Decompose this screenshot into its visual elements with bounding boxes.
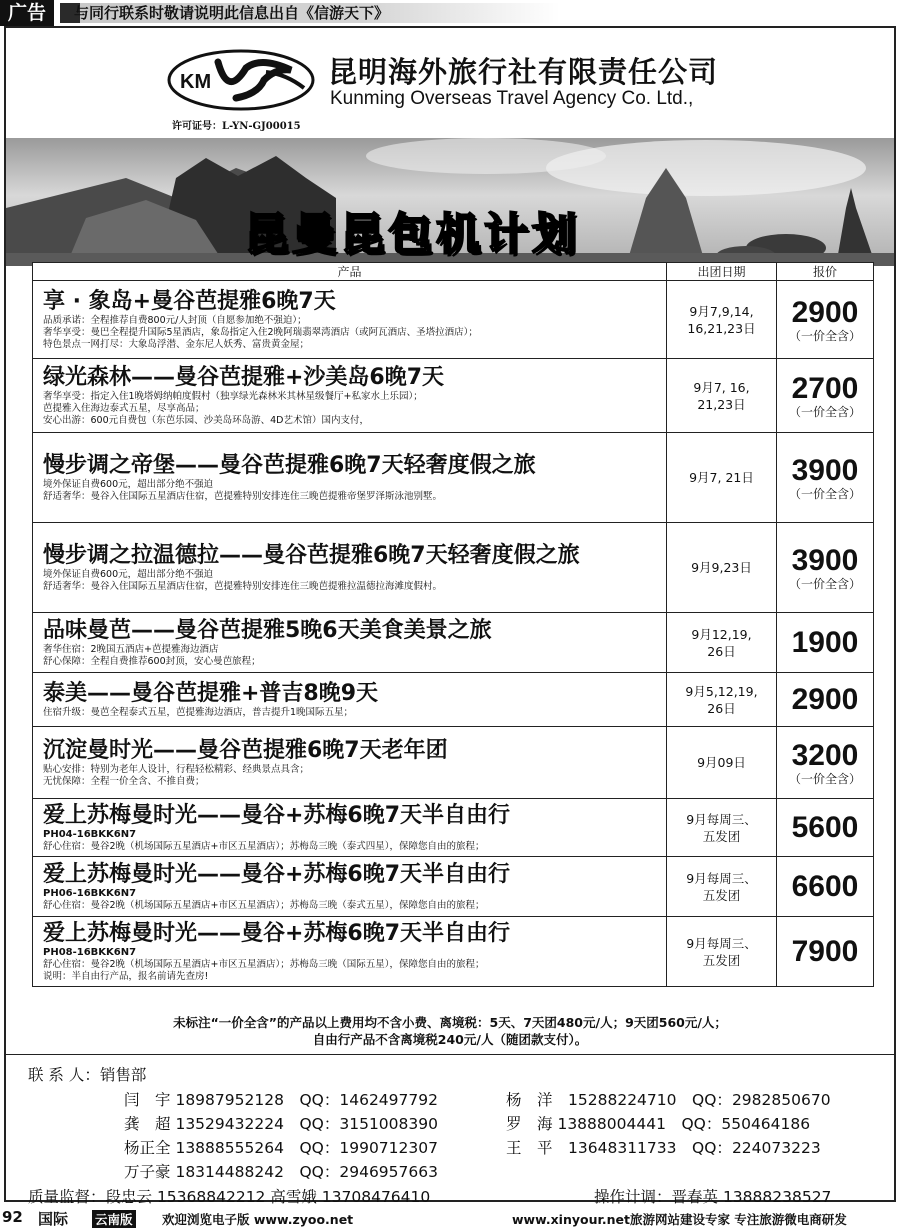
product-code: PH06-16BKK6N7	[43, 887, 137, 899]
date-cell	[667, 799, 777, 857]
product-desc: 品质承诺：全程推荐自费800元/人封顶（自愿参加绝不强迫）；	[43, 314, 307, 326]
quality-supervision: 质量监督：段忠云 15368842212 高雪娥 13708476410	[28, 1188, 431, 1206]
product-code: PH08-16BKK6N7	[43, 946, 137, 958]
license-number: 许可证号：L-YN-GJ00015	[172, 121, 301, 132]
col-price: 报价	[777, 263, 874, 281]
price-cell	[777, 359, 874, 433]
price-note: （一价全含）	[788, 404, 861, 419]
table-row	[33, 917, 874, 987]
product-cell	[33, 523, 667, 613]
company-header	[6, 28, 894, 136]
price-cell	[777, 727, 874, 799]
product-title: 慢步调之拉温德拉——曼谷芭提雅6晚7天轻奢度假之旅	[43, 542, 580, 568]
operations-contact: 操作计调：晋春英 13888238527	[594, 1188, 832, 1206]
product-desc: 奢华享受：指定入住1晚塔姆纳帕度假村（独享绿光森林米其林星级餐厅+私家水上乐园）；	[43, 390, 423, 402]
date-cell	[667, 281, 777, 359]
product-title: 泰美——曼谷芭提雅+普吉8晚9天	[43, 680, 379, 706]
date-cell	[667, 523, 777, 613]
date-line: 9月每周三、	[686, 811, 757, 827]
price-value: 3900	[791, 453, 859, 487]
ad-label: 广告	[0, 0, 54, 26]
contact-section	[6, 1054, 894, 1204]
table-row	[33, 281, 874, 359]
product-cell	[33, 727, 667, 799]
price-cell	[777, 281, 874, 359]
banner-title: 昆曼昆包机计划	[244, 209, 580, 260]
col-product: 产品	[33, 263, 667, 281]
date-line: 9月7,9,14,	[689, 303, 754, 319]
product-desc: 安心出游：600元自费包（东芭乐园、沙美岛环岛游、4D艺术馆）国内支付，	[43, 414, 369, 426]
product-desc: 芭提雅入住海边泰式五星，尽享高品；	[43, 402, 205, 414]
price-value: 2700	[791, 371, 859, 405]
product-desc: 说明：半自由行产品，报名前请先查房!	[43, 970, 209, 982]
product-cell	[33, 433, 667, 523]
price-value: 2900	[791, 682, 859, 716]
date-line: 9月5,12,19,	[685, 683, 758, 699]
product-cell	[33, 917, 667, 987]
price-value: 7900	[791, 934, 859, 968]
date-line: 9月09日	[697, 755, 746, 770]
price-cell	[777, 799, 874, 857]
product-cell	[33, 673, 667, 727]
product-title: 绿光森林——曼谷芭提雅+沙美岛6晚7天	[43, 364, 445, 390]
table-row	[33, 613, 874, 673]
price-note: （一价全含）	[788, 486, 861, 501]
price-cell	[777, 857, 874, 917]
product-title: 享 · 象岛+曼谷芭提雅6晚7天	[43, 288, 336, 314]
date-line: 26日	[707, 700, 736, 716]
contact-entry: 杨 洋 15288224710 QQ：2982850670	[506, 1091, 831, 1109]
product-cell	[33, 281, 667, 359]
product-desc: 贴心安排：特别为老年人设计，行程轻松精彩、经典景点具含；	[43, 763, 310, 775]
date-cell	[667, 857, 777, 917]
ad-frame	[4, 26, 896, 1206]
table-header-row	[33, 263, 874, 281]
price-value: 3900	[791, 543, 859, 577]
price-value: 3200	[791, 738, 859, 772]
price-value: 1900	[791, 625, 859, 659]
footnote-line: 自由行产品不含离境税240元/人（随团款支付）。	[312, 1032, 588, 1047]
date-line: 21,23日	[697, 396, 746, 412]
contact-entry: 龚 超 13529432224 QQ：3151008390	[124, 1115, 438, 1133]
contact-entry: 王 平 13648311733 QQ：224073223	[506, 1139, 821, 1157]
product-cell	[33, 359, 667, 433]
product-desc: 特色景点一网打尽：大象岛浮潜、金东尼人妖秀、富贵黄金屋；	[43, 338, 310, 350]
product-desc: 舒适奢华：曼谷入住国际五星酒店住宿，芭提雅特别安排连住三晚芭提雅帝堡罗泽斯泳池别墅。	[43, 490, 443, 502]
source-notice: 与同行联系时敬请说明此信息出自《信游天下》	[60, 3, 560, 23]
company-name-en: Kunming Overseas Travel Agency Co. Ltd.,	[330, 88, 694, 109]
footer-right-text: www.xinyour.net旅游网站建设专家 专注旅游微电商研发	[512, 1212, 847, 1227]
date-line: 9月7, 21日	[689, 470, 754, 485]
product-code: PH04-16BKK6N7	[43, 828, 137, 840]
date-cell	[667, 917, 777, 987]
top-bar	[0, 0, 900, 26]
date-cell	[667, 673, 777, 727]
contact-entry: 罗 海 13888004441 QQ：550464186	[506, 1115, 811, 1133]
product-desc: 舒心住宿：曼谷2晚（机场国际五星酒店+市区五星酒店）；苏梅岛三晚（国际五星），保障您自由的旅程；	[43, 958, 485, 970]
company-logo-icon	[166, 48, 316, 112]
table-row	[33, 727, 874, 799]
date-line: 16,21,23日	[687, 320, 756, 336]
company-name-cn: 昆明海外旅行社有限责任公司	[328, 55, 719, 89]
contact-entry: 万子豪 18314488242 QQ：2946957663	[124, 1163, 438, 1181]
product-desc: 住宿升级：曼芭全程泰式五星，芭提雅海边酒店，普吉提升1晚国际五星；	[43, 706, 354, 718]
price-cell	[777, 523, 874, 613]
date-cell	[667, 613, 777, 673]
price-value: 2900	[791, 295, 859, 329]
date-line: 26日	[707, 643, 736, 659]
price-cell	[777, 433, 874, 523]
date-line: 9月12,19,	[691, 626, 752, 642]
section-name: 国际	[38, 1210, 69, 1228]
col-date: 出团日期	[667, 263, 777, 281]
date-line: 五发团	[702, 887, 741, 903]
temple-banner	[6, 138, 894, 266]
contact-entry: 闫 宇 18987952128 QQ：1462497792	[124, 1091, 438, 1109]
table-row	[33, 523, 874, 613]
price-value: 5600	[791, 810, 859, 844]
product-desc: 舒适奢华：曼谷入住国际五星酒店住宿，芭提雅特别安排连住三晚芭提雅拉温德拉海滩度假村。	[43, 580, 443, 592]
product-desc: 舒心住宿：曼谷2晚（机场国际五星酒店+市区五星酒店）；苏梅岛三晚（泰式五星），保障您自由的旅程；	[43, 899, 485, 911]
price-note: （一价全含）	[788, 576, 861, 591]
date-line: 五发团	[702, 828, 741, 844]
date-cell	[667, 359, 777, 433]
product-title: 爱上苏梅曼时光——曼谷+苏梅6晚7天半自由行	[43, 802, 511, 828]
date-line: 9月每周三、	[686, 935, 757, 951]
table-row	[33, 799, 874, 857]
product-cell	[33, 857, 667, 917]
page-footer	[0, 1207, 900, 1230]
product-title: 爱上苏梅曼时光——曼谷+苏梅6晚7天半自由行	[43, 861, 511, 887]
price-note: （一价全含）	[788, 328, 861, 343]
product-desc: 无忧保障：全程一价全含、不推自费；	[43, 775, 205, 787]
table-row	[33, 433, 874, 523]
contact-entry: 杨正全 13888555264 QQ：1990712307	[124, 1139, 438, 1157]
product-title: 慢步调之帝堡——曼谷芭提雅6晚7天轻奢度假之旅	[43, 452, 536, 478]
product-cell	[33, 613, 667, 673]
table-row	[33, 359, 874, 433]
logo-text: KM	[180, 71, 212, 93]
product-cell	[33, 799, 667, 857]
product-desc: 境外保证自费600元，超出部分绝不强迫	[43, 478, 214, 490]
date-cell	[667, 433, 777, 523]
contact-label: 联 系 人：销售部	[28, 1066, 147, 1084]
product-title: 爱上苏梅曼时光——曼谷+苏梅6晚7天半自由行	[43, 920, 511, 946]
product-title: 品味曼芭——曼谷芭提雅5晚6天美食美景之旅	[43, 617, 492, 643]
price-value: 6600	[791, 869, 859, 903]
product-desc: 舒心保障：全程自费推荐600封顶，安心曼芭旅程；	[43, 655, 261, 667]
footnote-line: 未标注“一价全含”的产品以上费用均不含小费、离境税：5天、7天团480元/人；9天团560元/人；	[173, 1015, 727, 1030]
product-desc: 奢华住宿：2晚国五酒店+芭提雅海边酒店	[43, 643, 219, 655]
table-row	[33, 673, 874, 727]
page-number: 92	[2, 1208, 23, 1226]
price-note: （一价全含）	[788, 771, 861, 786]
price-cell	[777, 613, 874, 673]
footer-left-text: 欢迎浏览电子版 www.zyoo.net	[162, 1212, 354, 1227]
product-title: 沉淀曼时光——曼谷芭提雅6晚7天老年团	[43, 737, 448, 763]
date-cell	[667, 727, 777, 799]
table-row	[33, 857, 874, 917]
region-badge: 云南版	[92, 1210, 136, 1228]
price-footnote	[6, 1014, 894, 1048]
product-desc: 舒心住宿：曼谷2晚（机场国际五星酒店+市区五星酒店）；苏梅岛三晚（泰式四星），保障您自由的旅程；	[43, 840, 485, 852]
date-line: 9月9,23日	[691, 560, 752, 575]
product-desc: 奢华享受：曼巴全程提升国际5星酒店，象岛指定入住2晚阿瑞翡翠湾酒店（或阿瓦酒店、圣塔拉酒店）；	[43, 326, 478, 338]
tour-table	[32, 262, 874, 987]
price-cell	[777, 917, 874, 987]
date-line: 9月7, 16,	[693, 379, 750, 395]
price-cell	[777, 673, 874, 727]
date-line: 9月每周三、	[686, 870, 757, 886]
date-line: 五发团	[702, 952, 741, 968]
product-desc: 境外保证自费600元，超出部分绝不强迫	[43, 568, 214, 580]
